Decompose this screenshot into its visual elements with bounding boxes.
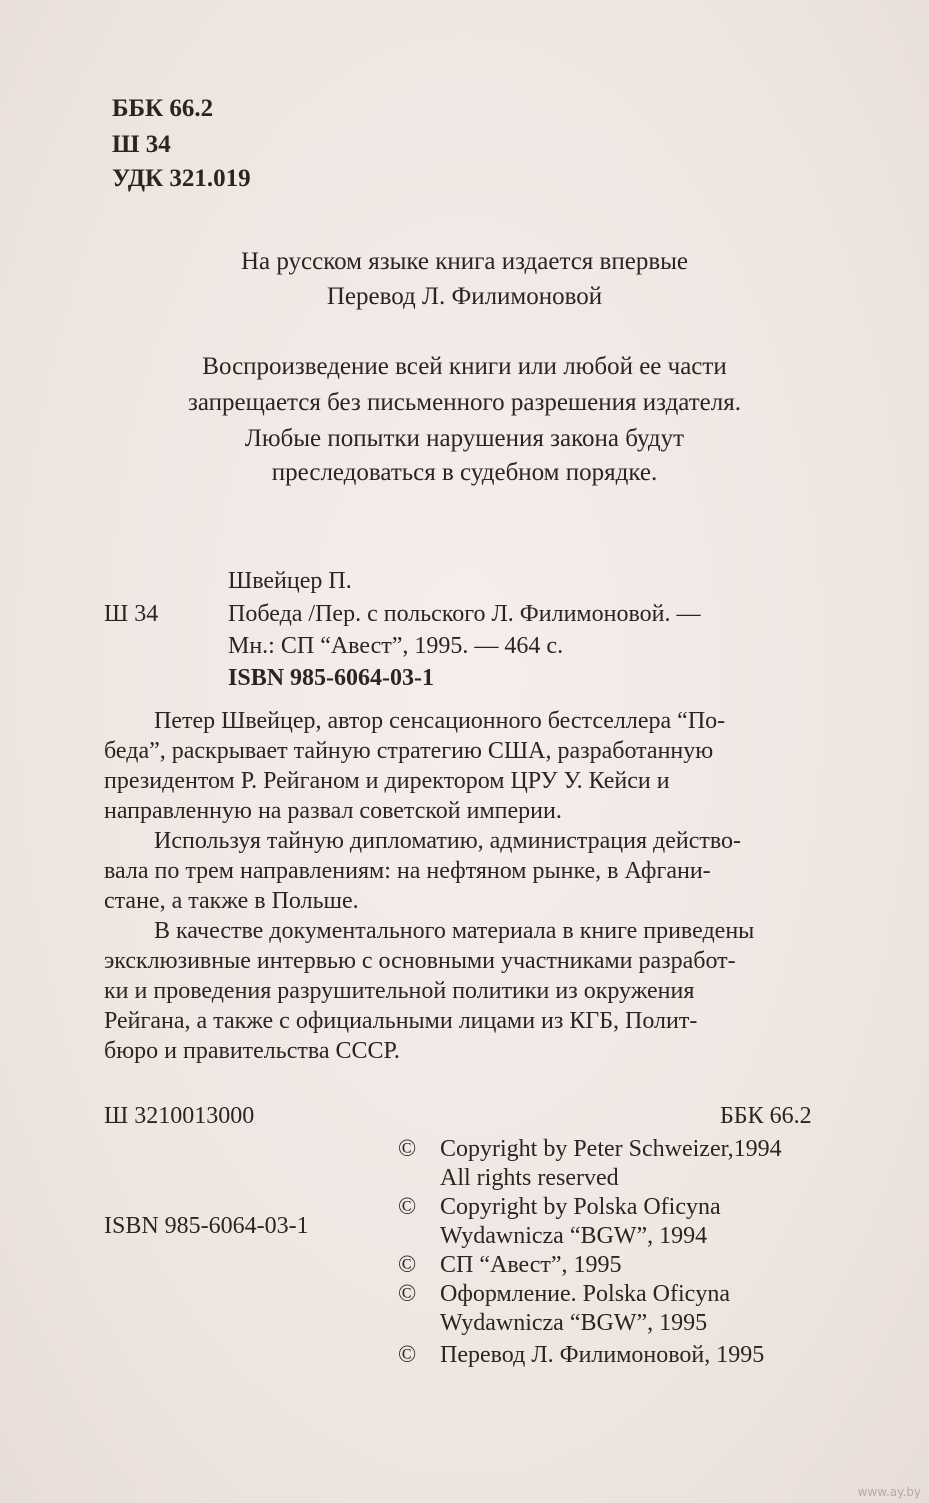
udk-header: УДК 321.019 <box>112 165 251 192</box>
annotation-paragraph <box>104 826 844 916</box>
footer-cipher: Ш 3210013000 <box>104 1103 255 1129</box>
annotation-line: Петер Швейцер, автор сенсационного бестселлера “По- <box>154 708 726 734</box>
site-watermark: www.ay.by <box>857 1485 921 1499</box>
copyright-line <box>398 1341 764 1370</box>
copyright-line <box>398 1164 619 1193</box>
annotation-line: Рейгана, а также с официальными лицами из КГБ, Полит- <box>104 1008 698 1034</box>
copyright-symbol: © <box>398 1252 417 1278</box>
rights-notice-line: преследоваться в судебном порядке. <box>271 459 658 486</box>
annotation-line: бюро и правительства СССР. <box>104 1038 400 1064</box>
copyright-text: Wydawnicza “BGW”, 1994 <box>440 1223 708 1249</box>
copyright-symbol: © <box>398 1342 417 1368</box>
copyright-text: Оформление. Polska Oficyna <box>440 1281 730 1307</box>
annotation-line: Используя тайную дипломатию, администрация действо- <box>154 828 742 854</box>
annotation-paragraph <box>104 706 844 826</box>
cipher-header: Ш 34 <box>112 131 171 158</box>
copyright-line <box>398 1193 721 1222</box>
rights-notice-line: Любые попытки нарушения закона будут <box>244 425 685 452</box>
copyright-text: СП “Авест”, 1995 <box>440 1252 622 1278</box>
translation-note: Перевод Л. Филимоновой <box>326 283 603 310</box>
bbk-header: ББК 66.2 <box>112 95 214 122</box>
copyright-symbol: © <box>398 1136 417 1162</box>
annotation-line: беда”, раскрывает тайную стратегию США, разработанную <box>104 738 714 764</box>
copyright-text: Copyright by Polska Oficyna <box>440 1194 721 1220</box>
annotation-line: стане, а также в Польше. <box>104 888 359 914</box>
rights-notice-line: запрещается без письменного разрешения издателя. <box>187 389 741 416</box>
annotation <box>104 706 844 1066</box>
copyright-text: Copyright by Peter Schweizer,1994 <box>440 1136 782 1162</box>
catalog-title: Победа /Пер. с польского Л. Филимоновой. — <box>228 601 701 627</box>
catalog-isbn: ISBN 985-6064-03-1 <box>228 665 435 691</box>
annotation-line: направленную на развал советской империи. <box>104 798 562 824</box>
copyright-text: Wydawnicza “BGW”, 1995 <box>440 1310 708 1336</box>
copyright-text: Перевод Л. Филимоновой, 1995 <box>440 1342 765 1368</box>
copyright-line <box>398 1280 730 1309</box>
footer-isbn: ISBN 985-6064-03-1 <box>104 1213 309 1239</box>
copyright-line <box>398 1135 782 1164</box>
copyright-line <box>398 1309 707 1338</box>
annotation-paragraph <box>104 916 844 1066</box>
footer-bbk: ББК 66.2 <box>720 1103 812 1129</box>
copyright-symbol: © <box>398 1281 417 1307</box>
copyright-line <box>398 1251 622 1280</box>
first-edition-note: На русском языке книга издается впервые <box>240 248 689 275</box>
catalog-author: Швейцер П. <box>228 568 352 594</box>
catalog-cipher: Ш 34 <box>104 601 159 627</box>
copyright-text: All rights reserved <box>440 1165 619 1191</box>
annotation-line: вала по трем направлениям: на нефтяном рынке, в Афгани- <box>104 858 711 884</box>
annotation-line: В качестве документального материала в книге приведены <box>154 918 755 944</box>
copyright-line <box>398 1222 707 1251</box>
catalog-imprint: Мн.: СП “Авест”, 1995. — 464 с. <box>228 633 564 659</box>
annotation-line: эксклюзивные интервью с основными участниками разработ- <box>104 948 736 974</box>
rights-notice-line: Воспроизведение всей книги или любой ее части <box>202 353 727 380</box>
copyright-symbol: © <box>398 1194 417 1220</box>
annotation-line: ки и проведения разрушительной политики из окружения <box>104 978 695 1004</box>
annotation-line: президентом Р. Рейганом и директором ЦРУ У. Кейси и <box>104 768 670 794</box>
